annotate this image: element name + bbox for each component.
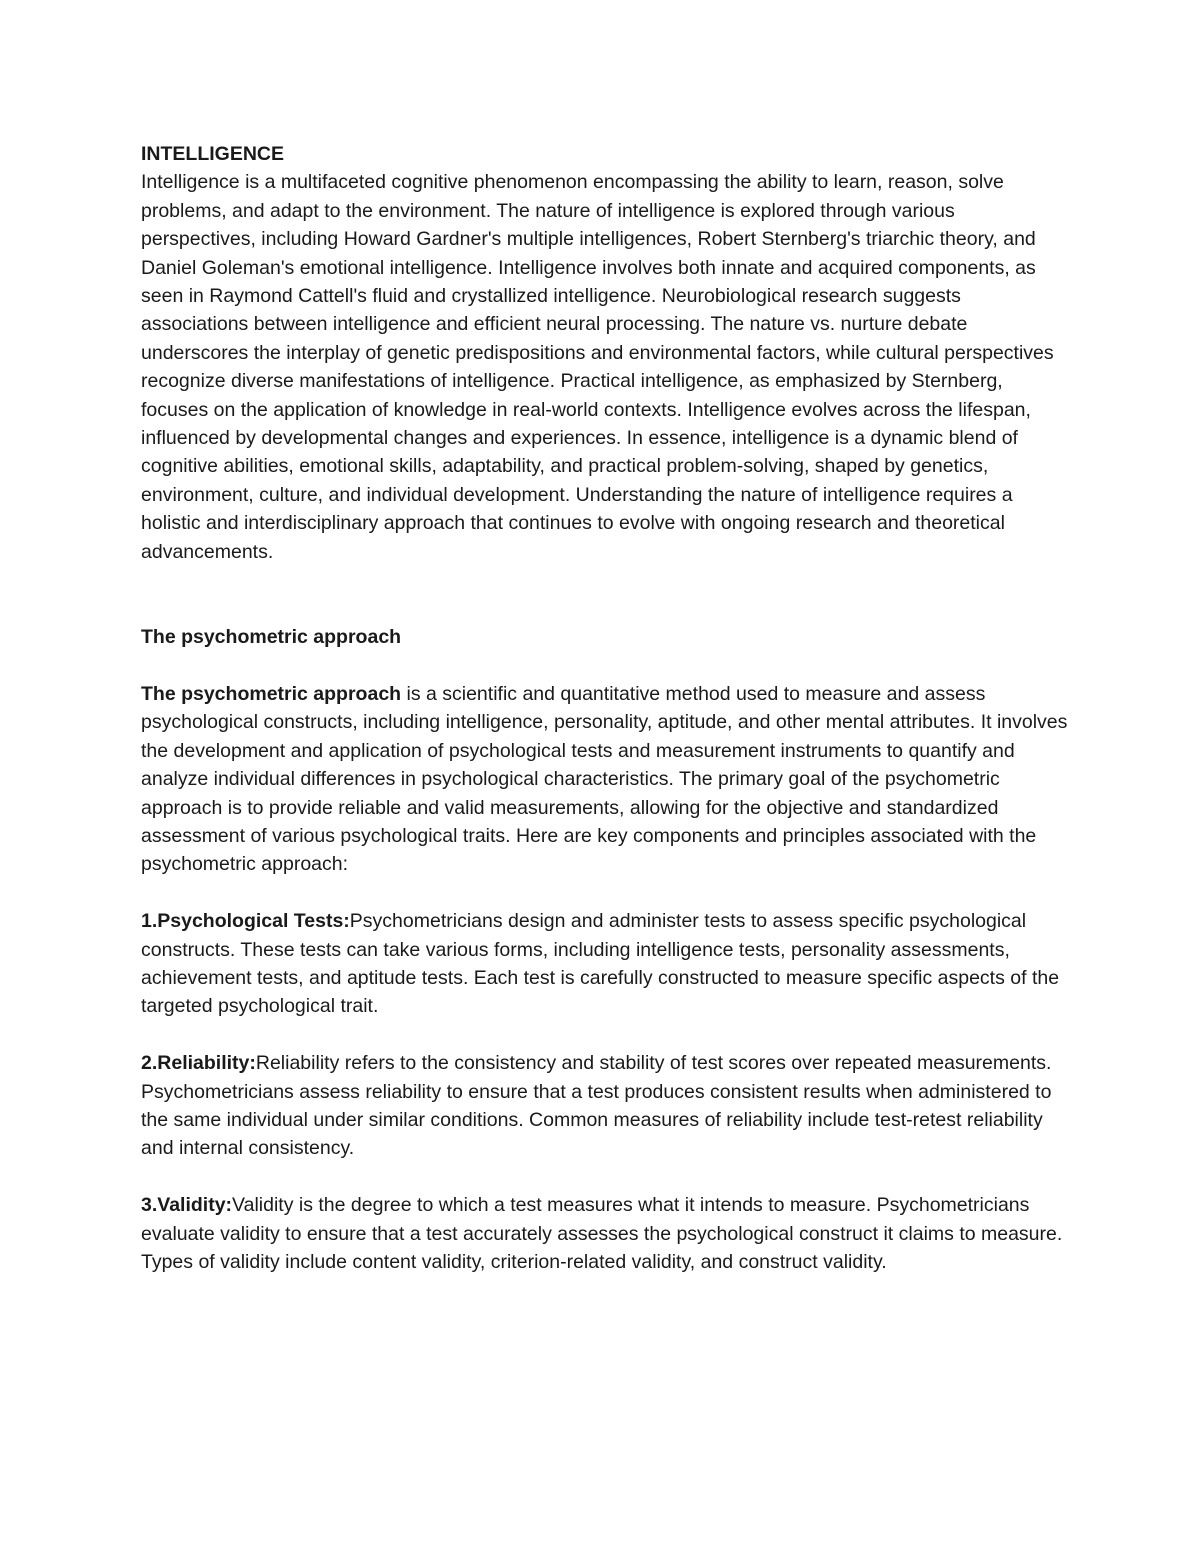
list-item-text: Validity is the degree to which a test measures what it intends to measure. Psychometricians evaluate validity to ensure that a test accurately assesses the psychological construct it claims to measure. Types of validity include content validity, criterion-related validity, and construct validity. [141,1194,1063,1273]
paragraph-spacer [141,879,1071,907]
document-page [141,140,1071,1276]
list-item-label: 1.Psychological Tests: [141,910,350,933]
document-title: INTELLIGENCE [141,143,285,165]
list-item-text: Reliability refers to the consistency and stability of test scores over repeated measurements. Psychometricians assess reliability to ensure that a test produces consistent results when administered to the same individual under similar conditions. Common measures of reliability include test-retest reliability and internal consistency. [141,1052,1052,1160]
list-item-text: Psychometricians design and administer tests to assess specific psychological constructs. These tests can take various forms, including intelligence tests, personality assessments, achievement tests, and aptitude tests. Each test is carefully constructed to measure specific aspects of the targeted psychological trait. [141,910,1060,1018]
section-heading: The psychometric approach [141,626,402,649]
intro-paragraph: Intelligence is a multifaceted cognitive phenomenon encompassing the ability to learn, reason, solve problems, and adapt to the environment. The nature of intelligence is explored through various perspectives, including Howard Gardner's multiple intelligences, Robert Sternberg's triarchic theory, and Daniel Goleman's emotional intelligence. Intelligence involves both innate and acquired components, as seen in Raymond Cattell's fluid and crystallized intelligence. Neurobiological research suggests associations between intelligence and efficient neural processing. The nature vs. nurture debate underscores the interplay of genetic predispositions and environmental factors, while cultural perspectives recognize diverse manifestations of intelligence. Practical intelligence, as emphasized by Sternberg, focuses on the application of knowledge in real-world contexts. Intelligence evolves across the lifespan, influenced by developmental changes and experiences. In essence, intelligence is a dynamic blend of cognitive abilities, emotional skills, adaptability, and practical problem-solving, shaped by genetics, environment, culture, and individual development. Understanding the nature of intelligence requires a holistic and interdisciplinary approach that continues to evolve with ongoing research and theoretical advancements. [141,171,1054,563]
list-item-psychological-tests [141,907,1071,1021]
section-intro-bold: The psychometric approach [141,682,402,705]
paragraph-spacer [141,1021,1071,1049]
list-item-validity [141,1191,1071,1276]
section-spacer [141,566,1071,623]
list-item-label: 2.Reliability: [141,1052,256,1075]
section-intro-paragraph [141,680,1071,879]
list-item-reliability [141,1049,1071,1163]
section-intro-text: is a scientific and quantitative method used to measure and assess psychological constructs, including intelligence, personality, aptitude, and other mental attributes. It involves the development and application of psychological tests and measurement instruments to quantify and analyze individual differences in psychological characteristics. The primary goal of the psychometric approach is to provide reliable and valid measurements, allowing for the objective and standardized assessment of various psychological traits. Here are key components and principles associated with the psychometric approach: [141,682,1068,876]
paragraph-spacer [141,652,1071,680]
paragraph-spacer [141,1163,1071,1191]
list-item-label: 3.Validity: [141,1194,233,1217]
